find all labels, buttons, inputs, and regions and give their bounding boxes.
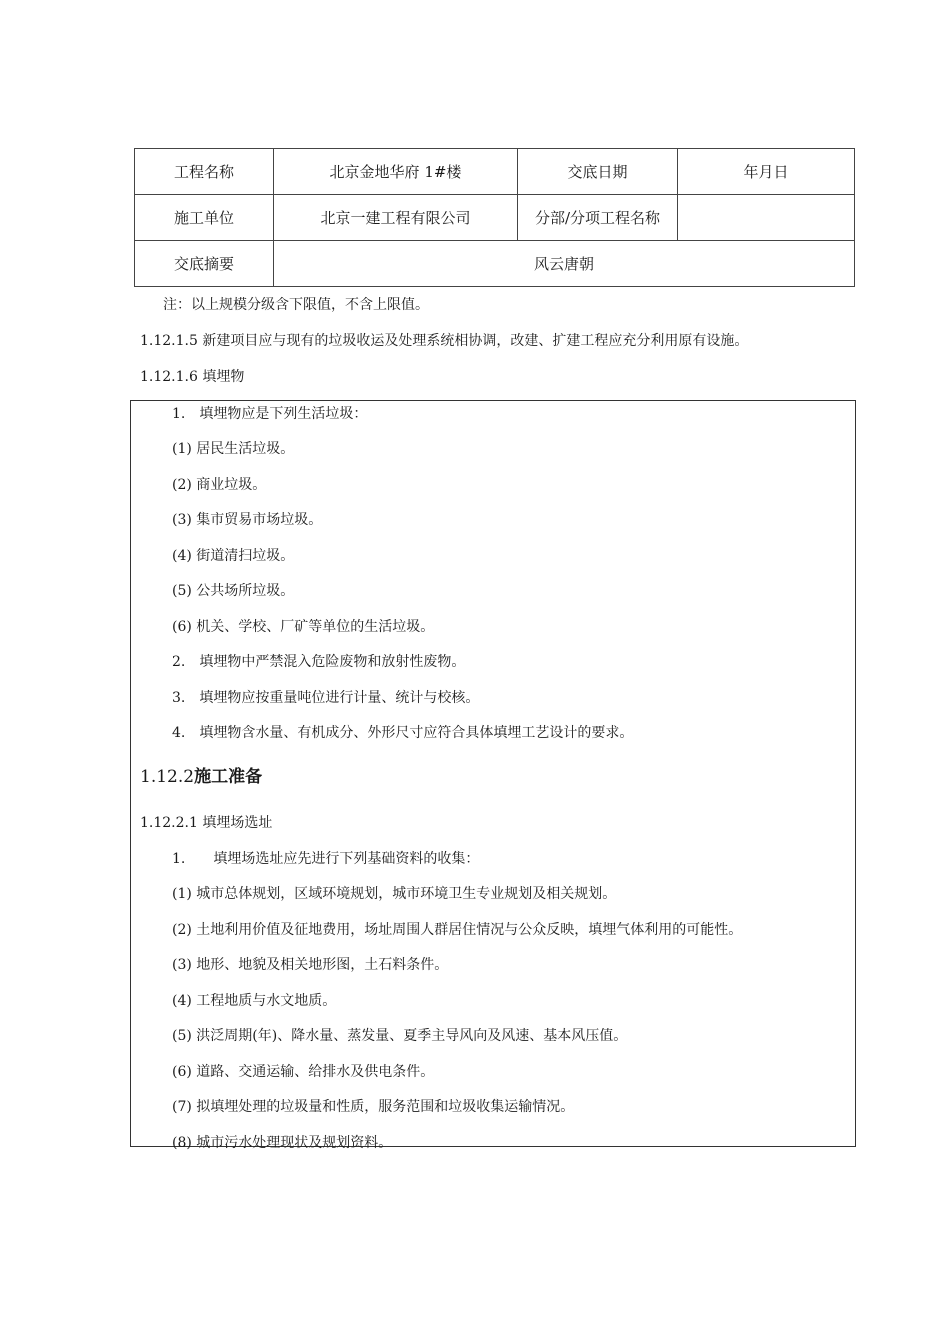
- subproject-label: 分部/分项工程名称: [518, 195, 678, 241]
- summary-label: 交底摘要: [135, 241, 274, 287]
- list-item: (6) 道路、交通运输、给排水及供电条件。: [172, 1064, 435, 1080]
- list-item: (4) 街道清扫垃圾。: [172, 548, 295, 564]
- list-item: 2. 填埋物中严禁混入危险废物和放射性废物。: [172, 654, 466, 670]
- disclosure-header-table: [134, 148, 855, 287]
- list-item: 1. 填埋物应是下列生活垃圾：: [172, 406, 368, 422]
- list-item: (7) 拟填埋处理的垃圾量和性质，服务范围和垃圾收集运输情况。: [172, 1099, 575, 1115]
- heading-1-12-2-1: 1.12.2.1 填埋场选址: [140, 815, 273, 831]
- section-heading-1-12-2: [140, 762, 262, 787]
- list-item: (5) 洪泛周期(年)、降水量、蒸发量、夏季主导风向及风速、基本风压值。: [172, 1028, 628, 1044]
- section-title-text: 施工准备: [194, 767, 263, 787]
- list-item: (2) 商业垃圾。: [172, 477, 267, 493]
- heading-1-12-1-6: 1.12.1.6 填埋物: [140, 369, 245, 385]
- list-item: 3. 填埋物应按重量吨位进行计量、统计与校核。: [172, 690, 480, 706]
- table-row: [135, 149, 855, 195]
- project-name-value: 北京金地华府 1#楼: [274, 149, 518, 195]
- paragraph-1-12-1-5: 1.12.1.5 新建项目应与现有的垃圾收运及处理系统相协调，改建、扩建工程应充分利用原有设施。: [140, 333, 749, 349]
- summary-value: 风云唐朝: [274, 241, 855, 287]
- list-item: (1) 城市总体规划，区域环境规划，城市环境卫生专业规划及相关规划。: [172, 886, 617, 902]
- unit-value: 北京一建工程有限公司: [274, 195, 518, 241]
- scale-note: 注：以上规模分级含下限值，不含上限值。: [163, 297, 429, 313]
- list-item: (3) 地形、地貌及相关地形图，土石料条件。: [172, 957, 449, 973]
- list-item: (4) 工程地质与水文地质。: [172, 993, 337, 1009]
- date-value: 年月日: [678, 149, 855, 195]
- list-item: (2) 土地利用价值及征地费用，场址周围人群居住情况与公众反映，填埋气体利用的可能性。: [172, 922, 743, 938]
- section-number: 1.12.2: [140, 767, 195, 787]
- list-item: (3) 集市贸易市场垃圾。: [172, 512, 323, 528]
- list-item: 4. 填埋物含水量、有机成分、外形尺寸应符合具体填埋工艺设计的要求。: [172, 725, 634, 741]
- list-item: (6) 机关、学校、厂矿等单位的生活垃圾。: [172, 619, 435, 635]
- list-item: 1. 填埋场选址应先进行下列基础资料的收集：: [172, 851, 480, 867]
- table-row: [135, 241, 855, 287]
- list-item: (8) 城市污水处理现状及规划资料。: [172, 1135, 393, 1151]
- date-label: 交底日期: [518, 149, 678, 195]
- table-row: [135, 195, 855, 241]
- project-name-label: 工程名称: [135, 149, 274, 195]
- subproject-value: [678, 195, 855, 241]
- unit-label: 施工单位: [135, 195, 274, 241]
- list-item: (5) 公共场所垃圾。: [172, 583, 295, 599]
- list-item: (1) 居民生活垃圾。: [172, 441, 295, 457]
